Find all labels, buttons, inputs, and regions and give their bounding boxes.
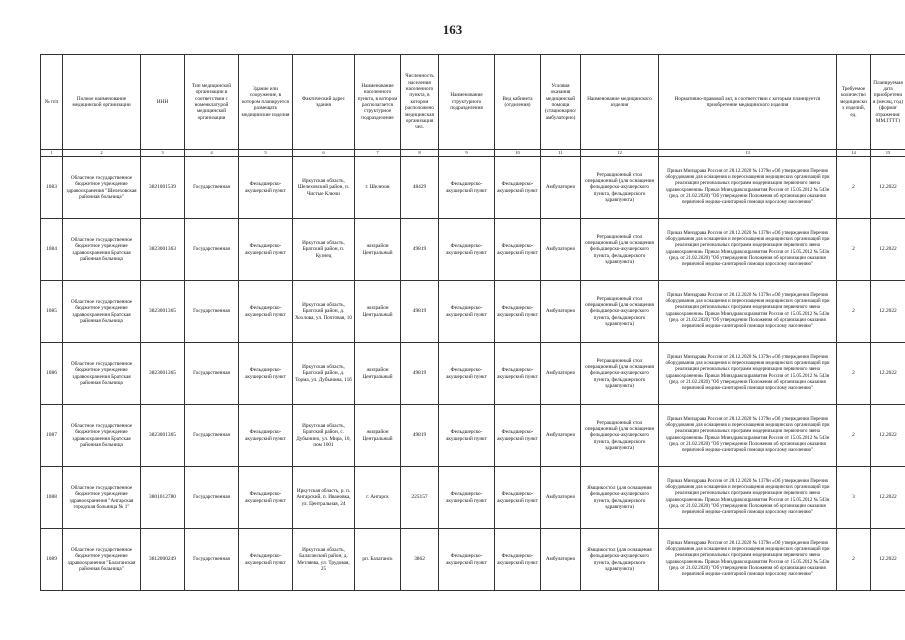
column-number: 2 bbox=[63, 150, 141, 157]
settlement-cell: жилрайон Центральный bbox=[355, 281, 401, 343]
header-cell: Наименование медицинского изделия bbox=[581, 55, 659, 150]
quantity-cell: 3 bbox=[837, 467, 871, 529]
legal-act-cell: Приказ Минздрава России от 28.12.2020 № 1379н «Об утверждении Перечня оборудования для оснащения и переоснащения медицинских организаций при реализации региональных программ модернизации первичного звена здравоохранения» Приказ Минздравсоцразвития России от 15.05.2012 № 543н (ред. от 21.02.2020) "Об утверждении Положения об организации оказания первичной медико-санитарной помощи взрослому населению" bbox=[659, 281, 837, 343]
building-cell: Фельдшерско-акушерский пункт bbox=[239, 219, 293, 281]
column-number: 6 bbox=[293, 150, 355, 157]
conditions-cell: Амбулаторно bbox=[541, 405, 581, 467]
settlement-cell: жилрайон Центральный bbox=[355, 219, 401, 281]
population-cell: 225157 bbox=[401, 467, 439, 529]
column-number: 5 bbox=[239, 150, 293, 157]
row-number-cell: 1083 bbox=[41, 157, 63, 219]
unit-cell: Фельдшерско-акушерский пункт bbox=[439, 405, 495, 467]
header-cell: Фактический адрес здания bbox=[293, 55, 355, 150]
device-cell: Ретракционный стол операционный (для оснащения фельдшерско-акушерского пункта, фельдшерского здравпункта) bbox=[581, 343, 659, 405]
header-row bbox=[41, 55, 905, 150]
header-cell: ИНН bbox=[141, 55, 185, 150]
column-number: 8 bbox=[401, 150, 439, 157]
cabinet-cell: Фельдшерско-акушерский пункт bbox=[495, 343, 541, 405]
quantity-cell: 2 bbox=[837, 219, 871, 281]
address-cell: Иркутская область, Братский район, д. Торма, ул. Дубынина, 11б bbox=[293, 343, 355, 405]
device-cell: Ямщикостол (для оснащения фельдшерско-акушерского пункта, фельдшерского здравпункта) bbox=[581, 529, 659, 591]
table-row bbox=[41, 467, 905, 529]
settlement-cell: жилрайон Центральный bbox=[355, 405, 401, 467]
conditions-cell: Амбулаторно bbox=[541, 219, 581, 281]
date-cell: 12.2022 bbox=[871, 281, 905, 343]
header-cell: Наименование структурного подразделения bbox=[439, 55, 495, 150]
building-cell: Фельдшерско-акушерский пункт bbox=[239, 157, 293, 219]
legal-act-cell: Приказ Минздрава России от 28.12.2020 № 1379н «Об утверждении Перечня оборудования для оснащения и переоснащения медицинских организаций при реализации региональных программ модернизации первичного звена здравоохранения» Приказ Минздравсоцразвития России от 15.05.2012 № 543н (ред. от 21.02.2020) "Об утверждении Положения об организации оказания первичной медико-санитарной помощи взрослому населению" bbox=[659, 157, 837, 219]
column-number: 15 bbox=[871, 150, 905, 157]
cabinet-cell: Фельдшерско-акушерский пункт bbox=[495, 467, 541, 529]
address-cell: Иркутская область, Балаганский район, д. Метляева, ул. Трудовая, 25 bbox=[293, 529, 355, 591]
header-cell: Численность населения населенного пункта, в котором расположено медицинская организация чел. bbox=[401, 55, 439, 150]
header-cell: Здание или сооружение, в котором планируется размещать медицинские изделия bbox=[239, 55, 293, 150]
org-type-cell: Государственная bbox=[185, 529, 239, 591]
address-cell: Иркутская область, Братский район, п. Кузнец bbox=[293, 219, 355, 281]
settlement-cell: рп. Балаганск bbox=[355, 529, 401, 591]
column-number: 3 bbox=[141, 150, 185, 157]
org-type-cell: Государственная bbox=[185, 281, 239, 343]
conditions-cell: Амбулаторно bbox=[541, 529, 581, 591]
address-cell: Иркутская область, Братский район, с. Дубынино, ул. Мира, 10, пом 1001 bbox=[293, 405, 355, 467]
organization-cell: Областное государственное бюджетное учреждение здравоохранения "Балаганская районная больница" bbox=[63, 529, 141, 591]
cabinet-cell: Фельдшерско-акушерский пункт bbox=[495, 405, 541, 467]
legal-act-cell: Приказ Минздрава России от 28.12.2020 № 1379н «Об утверждении Перечня оборудования для оснащения и переоснащения медицинских организаций при реализации региональных программ модернизации первичного звена здравоохранения» Приказ Минздравсоцразвития России от 15.05.2012 № 543н (ред. от 21.02.2020) "Об утверждении Положения об организации оказания первичной медико-санитарной помощи взрослому населению" bbox=[659, 219, 837, 281]
device-cell: Ретракционный стол операционный (для оснащения фельдшерско-акушерского пункта, фельдшерского здравпункта) bbox=[581, 219, 659, 281]
address-cell: Иркутская область, Братский район, д. Хохлова, ул. Почтовая, 10 bbox=[293, 281, 355, 343]
table-row bbox=[41, 343, 905, 405]
org-type-cell: Государственная bbox=[185, 219, 239, 281]
population-cell: 3862 bbox=[401, 529, 439, 591]
table-row bbox=[41, 405, 905, 467]
header-cell: Тип медицинской организации в соответствии с номенклатурой медицинской организации bbox=[185, 55, 239, 150]
inn-cell: 3801012780 bbox=[141, 467, 185, 529]
inn-cell: 3823001365 bbox=[141, 343, 185, 405]
settlement-cell: г. Шелехов bbox=[355, 157, 401, 219]
cabinet-cell: Фельдшерско-акушерский пункт bbox=[495, 157, 541, 219]
quantity-cell: 2 bbox=[837, 405, 871, 467]
building-cell: Фельдшерско-акушерский пункт bbox=[239, 529, 293, 591]
org-type-cell: Государственная bbox=[185, 343, 239, 405]
column-number-row bbox=[41, 150, 905, 157]
column-number: 14 bbox=[837, 150, 871, 157]
legal-act-cell: Приказ Минздрава России от 28.12.2020 № 1379н «Об утверждении Перечня оборудования для оснащения и переоснащения медицинских организаций при реализации региональных программ модернизации первичного звена здравоохранения» Приказ Минздравсоцразвития России от 15.05.2012 № 543н (ред. от 21.02.2020) "Об утверждении Положения об организации оказания первичной медико-санитарной помощи взрослому населению" bbox=[659, 343, 837, 405]
conditions-cell: Амбулаторно bbox=[541, 281, 581, 343]
column-number: 13 bbox=[659, 150, 837, 157]
quantity-cell: 2 bbox=[837, 281, 871, 343]
device-cell: Ретракционный стол операционный (для оснащения фельдшерско-акушерского пункта, фельдшерского здравпункта) bbox=[581, 281, 659, 343]
header-cell: Условия оказания медицинской помощи (стационарно/амбулаторно) bbox=[541, 55, 581, 150]
date-cell: 12.2022 bbox=[871, 219, 905, 281]
device-cell: Ямщикостол (для оснащения фельдшерско-акушерского пункта, фельдшерского здравпункта) bbox=[581, 467, 659, 529]
date-cell: 12.2022 bbox=[871, 405, 905, 467]
address-cell: Иркутская область, р. п. Ангарский, п. Ивановка, ул. Центральная, 24 bbox=[293, 467, 355, 529]
header-cell: Наименование населенного пункта, в котором располагается структурное подразделение bbox=[355, 55, 401, 150]
unit-cell: Фельдшерско-акушерский пункт bbox=[439, 467, 495, 529]
unit-cell: Фельдшерско-акушерский пункт bbox=[439, 529, 495, 591]
legal-act-cell: Приказ Минздрава России от 28.12.2020 № 1379н «Об утверждении Перечня оборудования для оснащения и переоснащения медицинских организаций при реализации региональных программ модернизации первичного звена здравоохранения» Приказ Минздравсоцразвития России от 15.05.2012 № 543н (ред. от 21.02.2020) "Об утверждении Положения об организации оказания первичной медико-санитарной помощи взрослому населению" bbox=[659, 467, 837, 529]
row-number-cell: 1085 bbox=[41, 281, 63, 343]
organization-cell: Областное государственное бюджетное учреждение здравоохранения Братская районная больница bbox=[63, 405, 141, 467]
column-number: 12 bbox=[581, 150, 659, 157]
table-row bbox=[41, 529, 905, 591]
organization-cell: Областное государственное бюджетное учреждение здравоохранения "Ангарская городская больница № 1" bbox=[63, 467, 141, 529]
header-cell: № п/п bbox=[41, 55, 63, 150]
legal-act-cell: Приказ Минздрава России от 28.12.2020 № 1379н «Об утверждении Перечня оборудования для оснащения и переоснащения медицинских организаций при реализации региональных программ модернизации первичного звена здравоохранения» Приказ Минздравсоцразвития России от 15.05.2012 № 543н (ред. от 21.02.2020) "Об утверждении Положения об организации оказания первичной медико-санитарной помощи взрослому населению" bbox=[659, 529, 837, 591]
legal-act-cell: Приказ Минздрава России от 28.12.2020 № 1379н «Об утверждении Перечня оборудования для оснащения и переоснащения медицинских организаций при реализации региональных программ модернизации первичного звена здравоохранения» Приказ Минздравсоцразвития России от 15.05.2012 № 543н (ред. от 21.02.2020) "Об утверждении Положения об организации оказания первичной медико-санитарной помощи взрослому населению" bbox=[659, 405, 837, 467]
cabinet-cell: Фельдшерско-акушерский пункт bbox=[495, 281, 541, 343]
organization-cell: Областное государственное бюджетное учреждение здравоохранения Братская районная больница bbox=[63, 281, 141, 343]
conditions-cell: Амбулаторно bbox=[541, 343, 581, 405]
org-type-cell: Государственная bbox=[185, 405, 239, 467]
row-number-cell: 1086 bbox=[41, 343, 63, 405]
device-cell: Ретракционный стол операционный (для оснащения фельдшерско-акушерского пункта, фельдшерского здравпункта) bbox=[581, 405, 659, 467]
date-cell: 12.2022 bbox=[871, 157, 905, 219]
org-type-cell: Государственная bbox=[185, 467, 239, 529]
column-number: 10 bbox=[495, 150, 541, 157]
organization-cell: Областное государственное бюджетное учреждение здравоохранения Братская районная больница bbox=[63, 343, 141, 405]
organization-cell: Областное государственное бюджетное учреждение здравоохранения "Шелеховская районная больница" bbox=[63, 157, 141, 219]
population-cell: 49819 bbox=[401, 219, 439, 281]
row-number-cell: 1088 bbox=[41, 467, 63, 529]
table-row bbox=[41, 219, 905, 281]
table-row bbox=[41, 281, 905, 343]
unit-cell: Фельдшерско-акушерский пункт bbox=[439, 281, 495, 343]
inn-cell: 3823001365 bbox=[141, 405, 185, 467]
unit-cell: Фельдшерско-акушерский пункт bbox=[439, 157, 495, 219]
settlement-cell: жилрайон Центральный bbox=[355, 343, 401, 405]
unit-cell: Фельдшерско-акушерский пункт bbox=[439, 219, 495, 281]
conditions-cell: Амбулаторно bbox=[541, 467, 581, 529]
header-cell: Полное наименование медицинской организации bbox=[63, 55, 141, 150]
population-cell: 49819 bbox=[401, 343, 439, 405]
population-cell: 49819 bbox=[401, 405, 439, 467]
address-cell: Иркутская область, Шелеховский район, п. Чистые Ключи bbox=[293, 157, 355, 219]
date-cell: 12.2022 bbox=[871, 467, 905, 529]
quantity-cell: 2 bbox=[837, 529, 871, 591]
inn-cell: 3812000249 bbox=[141, 529, 185, 591]
date-cell: 12.2022 bbox=[871, 343, 905, 405]
header-cell: Вид кабинета (отделения) bbox=[495, 55, 541, 150]
header-cell: Нормативно-правовой акт, в соответствии с которым планируется приобретение медицинского изделия bbox=[659, 55, 837, 150]
org-type-cell: Государственная bbox=[185, 157, 239, 219]
cabinet-cell: Фельдшерско-акушерский пункт bbox=[495, 529, 541, 591]
inn-cell: 3823001365 bbox=[141, 281, 185, 343]
population-cell: 49819 bbox=[401, 281, 439, 343]
unit-cell: Фельдшерско-акушерский пункт bbox=[439, 343, 495, 405]
equipment-table bbox=[40, 54, 905, 591]
row-number-cell: 1087 bbox=[41, 405, 63, 467]
building-cell: Фельдшерско-акушерский пункт bbox=[239, 405, 293, 467]
settlement-cell: г. Ангарск bbox=[355, 467, 401, 529]
quantity-cell: 2 bbox=[837, 157, 871, 219]
device-cell: Ретракционный стол операционный (для оснащения фельдшерско-акушерского пункта, фельдшерского здравпункта) bbox=[581, 157, 659, 219]
row-number-cell: 1084 bbox=[41, 219, 63, 281]
organization-cell: Областное государственное бюджетное учреждение здравоохранения Братская районная больница bbox=[63, 219, 141, 281]
conditions-cell: Амбулаторно bbox=[541, 157, 581, 219]
population-cell: 48429 bbox=[401, 157, 439, 219]
column-number: 1 bbox=[41, 150, 63, 157]
header-cell: Требуемое количество медицинских изделий, ед. bbox=[837, 55, 871, 150]
page-number: 163 bbox=[442, 22, 463, 37]
header-cell: Планируемая дата приобретения (месяц, год) (формат отражения: ММ.ГГГГ) bbox=[871, 55, 905, 150]
inn-cell: 3823001363 bbox=[141, 219, 185, 281]
column-number: 7 bbox=[355, 150, 401, 157]
date-cell: 12.2022 bbox=[871, 529, 905, 591]
cabinet-cell: Фельдшерско-акушерский пункт bbox=[495, 219, 541, 281]
column-number: 11 bbox=[541, 150, 581, 157]
building-cell: Фельдшерско-акушерский пункт bbox=[239, 467, 293, 529]
row-number-cell: 1089 bbox=[41, 529, 63, 591]
building-cell: Фельдшерско-акушерский пункт bbox=[239, 343, 293, 405]
inn-cell: 3821001539 bbox=[141, 157, 185, 219]
table-row bbox=[41, 157, 905, 219]
column-number: 9 bbox=[439, 150, 495, 157]
column-number: 4 bbox=[185, 150, 239, 157]
quantity-cell: 2 bbox=[837, 343, 871, 405]
building-cell: Фельдшерско-акушерский пункт bbox=[239, 281, 293, 343]
